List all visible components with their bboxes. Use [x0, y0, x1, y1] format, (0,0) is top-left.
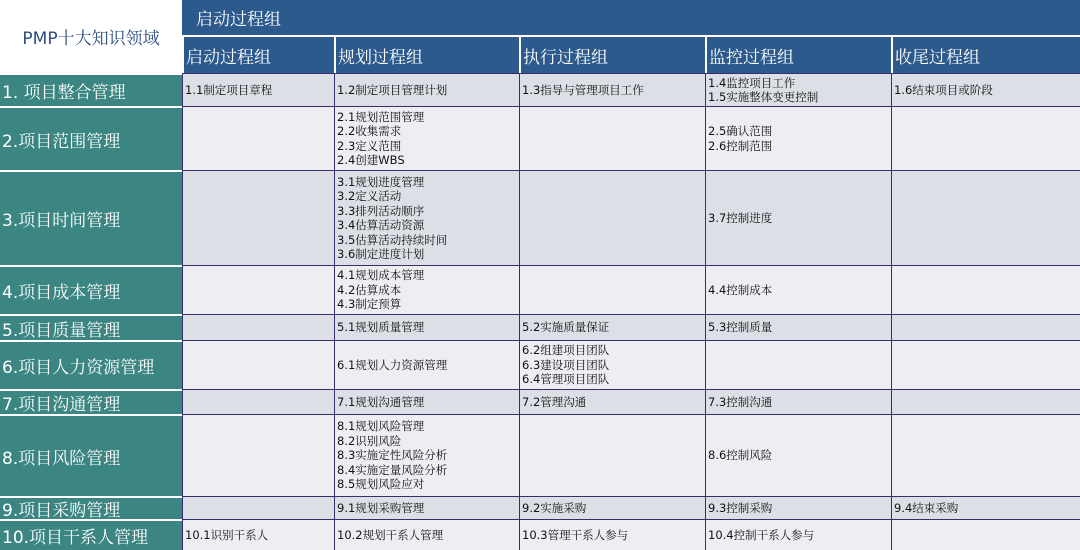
process-item: 1.4监控项目工作	[708, 75, 796, 90]
process-item: 8.1规划风险管理	[337, 419, 425, 434]
knowledge-area-10: 10.项目干系人管理	[0, 519, 182, 550]
process-cell	[334, 389, 519, 414]
process-item: 3.6制定进度计划	[337, 247, 425, 261]
process-cell	[182, 170, 334, 265]
process-cell	[891, 414, 1080, 496]
process-cell	[705, 265, 891, 314]
process-cell	[334, 170, 519, 265]
process-cell	[705, 106, 891, 170]
process-item: 3.4估算活动资源	[337, 218, 425, 232]
process-item: 3.1规划进度管理	[337, 174, 425, 189]
process-cell	[519, 73, 705, 106]
column-header-4: 监控过程组	[705, 37, 891, 73]
process-item: 4.3制定预算	[337, 297, 402, 312]
process-cell	[334, 73, 519, 106]
process-item: 1.1制定项目章程	[185, 82, 273, 97]
table-corner-title: PMP十大知识领域	[0, 0, 182, 73]
process-item: 7.2管理沟通	[522, 394, 587, 409]
process-cell	[182, 265, 334, 314]
knowledge-area-4: 4.项目成本管理	[0, 265, 182, 314]
process-item: 10.1识别干系人	[185, 527, 269, 542]
process-item: 10.3管理干系人参与	[522, 527, 629, 542]
process-cell	[334, 414, 519, 496]
process-item: 9.3控制采购	[708, 500, 773, 515]
process-item: 5.3控制质量	[708, 320, 773, 335]
process-item: 2.2收集需求	[337, 124, 402, 138]
process-cell	[705, 340, 891, 389]
process-item: 8.5规划风险应对	[337, 477, 425, 492]
process-item: 7.3控制沟通	[708, 394, 773, 409]
process-item: 1.3指导与管理项目工作	[522, 82, 644, 97]
process-item: 9.1规划采购管理	[337, 500, 425, 515]
knowledge-area-9: 9.项目采购管理	[0, 496, 182, 519]
process-cell	[891, 265, 1080, 314]
process-cell	[705, 170, 891, 265]
process-group-band: 启动过程组	[182, 0, 1080, 37]
process-item: 8.3实施定性风险分析	[337, 448, 448, 463]
process-cell	[705, 519, 891, 550]
process-cell	[891, 73, 1080, 106]
process-cell	[519, 170, 705, 265]
process-cell	[519, 106, 705, 170]
process-cell	[334, 106, 519, 170]
process-item: 6.4管理项目团队	[522, 372, 610, 387]
column-header-5: 收尾过程组	[891, 37, 1080, 73]
process-cell	[705, 73, 891, 106]
process-item: 1.2制定项目管理计划	[337, 82, 448, 97]
process-cell	[519, 265, 705, 314]
knowledge-area-8: 8.项目风险管理	[0, 414, 182, 496]
process-item: 4.4控制成本	[708, 282, 773, 297]
process-item: 2.3定义范围	[337, 138, 402, 153]
process-cell	[519, 496, 705, 519]
knowledge-area-1: 1. 项目整合管理	[0, 73, 182, 106]
process-item: 2.5确认范围	[708, 124, 773, 138]
process-cell	[705, 389, 891, 414]
process-cell	[891, 389, 1080, 414]
process-item: 6.2组建项目团队	[522, 343, 610, 358]
process-cell	[519, 389, 705, 414]
process-cell	[334, 265, 519, 314]
process-item: 10.4控制干系人参与	[708, 527, 815, 542]
process-cell	[891, 519, 1080, 550]
process-cell	[891, 170, 1080, 265]
process-cell	[182, 340, 334, 389]
process-cell	[519, 414, 705, 496]
process-item: 3.3排列活动顺序	[337, 203, 425, 218]
process-cell	[891, 340, 1080, 389]
process-cell	[182, 73, 334, 106]
process-item: 9.2实施采购	[522, 500, 587, 515]
process-cell	[705, 314, 891, 340]
knowledge-area-7: 7.项目沟通管理	[0, 389, 182, 414]
process-cell	[182, 106, 334, 170]
process-item: 4.2估算成本	[337, 282, 402, 297]
process-cell	[182, 496, 334, 519]
process-cell	[182, 389, 334, 414]
process-item: 10.2规划干系人管理	[337, 527, 444, 542]
column-header-2: 规划过程组	[334, 37, 519, 73]
column-header-1: 启动过程组	[182, 37, 334, 73]
process-item: 3.2定义活动	[337, 189, 402, 203]
process-cell	[334, 340, 519, 389]
process-item: 1.6结束项目或阶段	[894, 82, 993, 97]
knowledge-area-6: 6.项目人力资源管理	[0, 340, 182, 389]
process-cell	[334, 314, 519, 340]
process-cell	[182, 314, 334, 340]
process-item: 4.1规划成本管理	[337, 268, 425, 283]
process-item: 3.7控制进度	[708, 210, 773, 225]
process-cell	[891, 314, 1080, 340]
process-cell	[891, 106, 1080, 170]
process-item: 5.1规划质量管理	[337, 320, 425, 335]
process-item: 3.5估算活动持续时间	[337, 232, 448, 247]
process-item: 8.2识别风险	[337, 433, 402, 448]
knowledge-area-3: 3.项目时间管理	[0, 170, 182, 265]
process-cell	[519, 519, 705, 550]
process-item: 5.2实施质量保证	[522, 320, 610, 335]
process-item: 7.1规划沟通管理	[337, 394, 425, 409]
process-item: 6.3建设项目团队	[522, 357, 610, 372]
knowledge-area-2: 2.项目范围管理	[0, 106, 182, 170]
process-item: 1.5实施整体变更控制	[708, 90, 819, 104]
process-cell	[891, 496, 1080, 519]
process-item: 8.4实施定量风险分析	[337, 462, 448, 477]
process-cell	[334, 519, 519, 550]
process-cell	[519, 340, 705, 389]
process-cell	[182, 414, 334, 496]
process-item: 2.1规划范围管理	[337, 109, 425, 124]
knowledge-area-5: 5.项目质量管理	[0, 314, 182, 340]
process-cell	[705, 496, 891, 519]
process-cell	[705, 414, 891, 496]
process-item: 2.6控制范围	[708, 138, 773, 153]
process-cell	[182, 519, 334, 550]
process-item: 8.6控制风险	[708, 448, 773, 463]
process-cell	[334, 496, 519, 519]
process-item: 6.1规划人力资源管理	[337, 357, 448, 372]
process-cell	[519, 314, 705, 340]
column-header-3: 执行过程组	[519, 37, 705, 73]
process-item: 9.4结束采购	[894, 500, 959, 515]
process-item: 2.4创建WBS	[337, 153, 405, 167]
